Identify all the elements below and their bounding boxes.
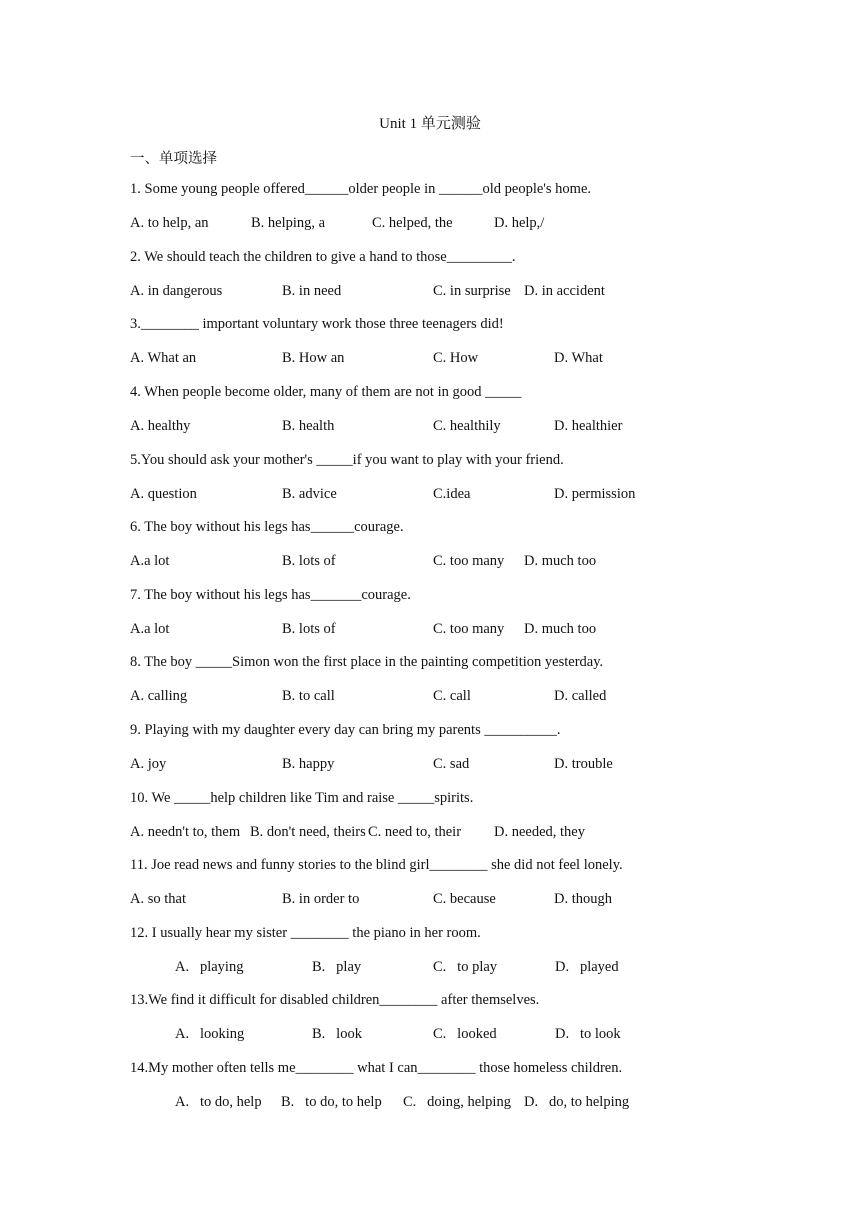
option-a: A. What an [130,350,197,366]
option-c: C. healthily [433,418,501,434]
option-c: C. to play [433,959,498,975]
option-d: D. do, to helping [524,1094,630,1110]
option-d: D. trouble [554,756,613,772]
option-c: C. call [433,688,471,704]
option-b: B. lots of [282,553,336,569]
question-stem: 4. When people become older, many of them are not in good _____ [130,384,522,400]
option-a: A. needn't to, them [130,824,241,840]
option-d: D. permission [554,486,636,502]
option-d: D. played [555,959,619,975]
option-a: A. question [130,486,197,502]
option-d: D. needed, they [494,824,585,840]
question-stem: 9. Playing with my daughter every day can bring my parents __________. [130,722,561,738]
option-a: A. to do, help [175,1094,262,1110]
option-c: C. because [433,891,496,907]
option-d: D. though [554,891,612,907]
option-a: A. healthy [130,418,191,434]
option-a: A. so that [130,891,186,907]
option-a: A.a lot [130,621,170,637]
question-stem: 12. I usually hear my sister ________ the piano in her room. [130,925,481,941]
option-c: C. too many [433,553,505,569]
section-heading: 一、单项选择 [130,151,217,167]
question-stem: 10. We _____help children like Tim and raise _____spirits. [130,790,474,806]
option-c: C. helped, the [372,215,453,231]
option-a: A. playing [175,959,244,975]
option-d: D. much too [524,553,597,569]
option-a: A. to help, an [130,215,209,231]
question-stem: 11. Joe read news and funny stories to the blind girl________ she did not feel lonely. [130,857,623,873]
option-d: D. in accident [524,283,605,299]
question-stem: 13.We find it difficult for disabled children________ after themselves. [130,992,540,1008]
option-a: A.a lot [130,553,170,569]
option-c: C. need to, their [368,824,462,840]
option-c: C. too many [433,621,505,637]
option-b: B. play [312,959,362,975]
question-stem: 5.You should ask your mother's _____if you want to play with your friend. [130,452,564,468]
option-b: B. advice [282,486,337,502]
option-b: B. How an [282,350,345,366]
option-b: B. helping, a [251,215,326,231]
option-c: C. in surprise [433,283,511,299]
option-c: C. looked [433,1026,497,1042]
option-c: C. doing, helping [403,1094,511,1110]
option-b: B. health [282,418,335,434]
question-stem: 1. Some young people offered______older people in ______old people's home. [130,181,592,197]
option-d: D. called [554,688,607,704]
option-a: A. calling [130,688,188,704]
question-stem: 3.________ important voluntary work those three teenagers did! [130,316,504,332]
option-b: B. in order to [282,891,360,907]
option-c: C. sad [433,756,470,772]
option-d: D. What [554,350,603,366]
option-b: B. to do, to help [281,1094,382,1110]
question-stem: 8. The boy _____Simon won the first place in the painting competition yesterday. [130,654,604,670]
option-a: A. in dangerous [130,283,223,299]
option-d: D. much too [524,621,597,637]
option-a: A. looking [175,1026,245,1042]
option-a: A. joy [130,756,167,772]
option-b: B. in need [282,283,342,299]
option-d: D. to look [555,1026,621,1042]
question-stem: 2. We should teach the children to give a hand to those_________. [130,249,516,265]
question-stem: 7. The boy without his legs has_______courage. [130,587,411,603]
option-b: B. lots of [282,621,336,637]
question-stem: 6. The boy without his legs has______courage. [130,519,404,535]
option-b: B. to call [282,688,335,704]
option-b: B. happy [282,756,335,772]
option-b: B. look [312,1026,362,1042]
option-b: B. don't need, theirs [250,824,366,840]
option-c: C.idea [433,486,471,502]
option-d: D. help,/ [494,215,545,231]
page-title: Unit 1 单元测验 [379,116,481,132]
option-c: C. How [433,350,479,366]
option-d: D. healthier [554,418,623,434]
question-stem: 14.My mother often tells me________ what I can________ those homeless children. [130,1060,623,1076]
